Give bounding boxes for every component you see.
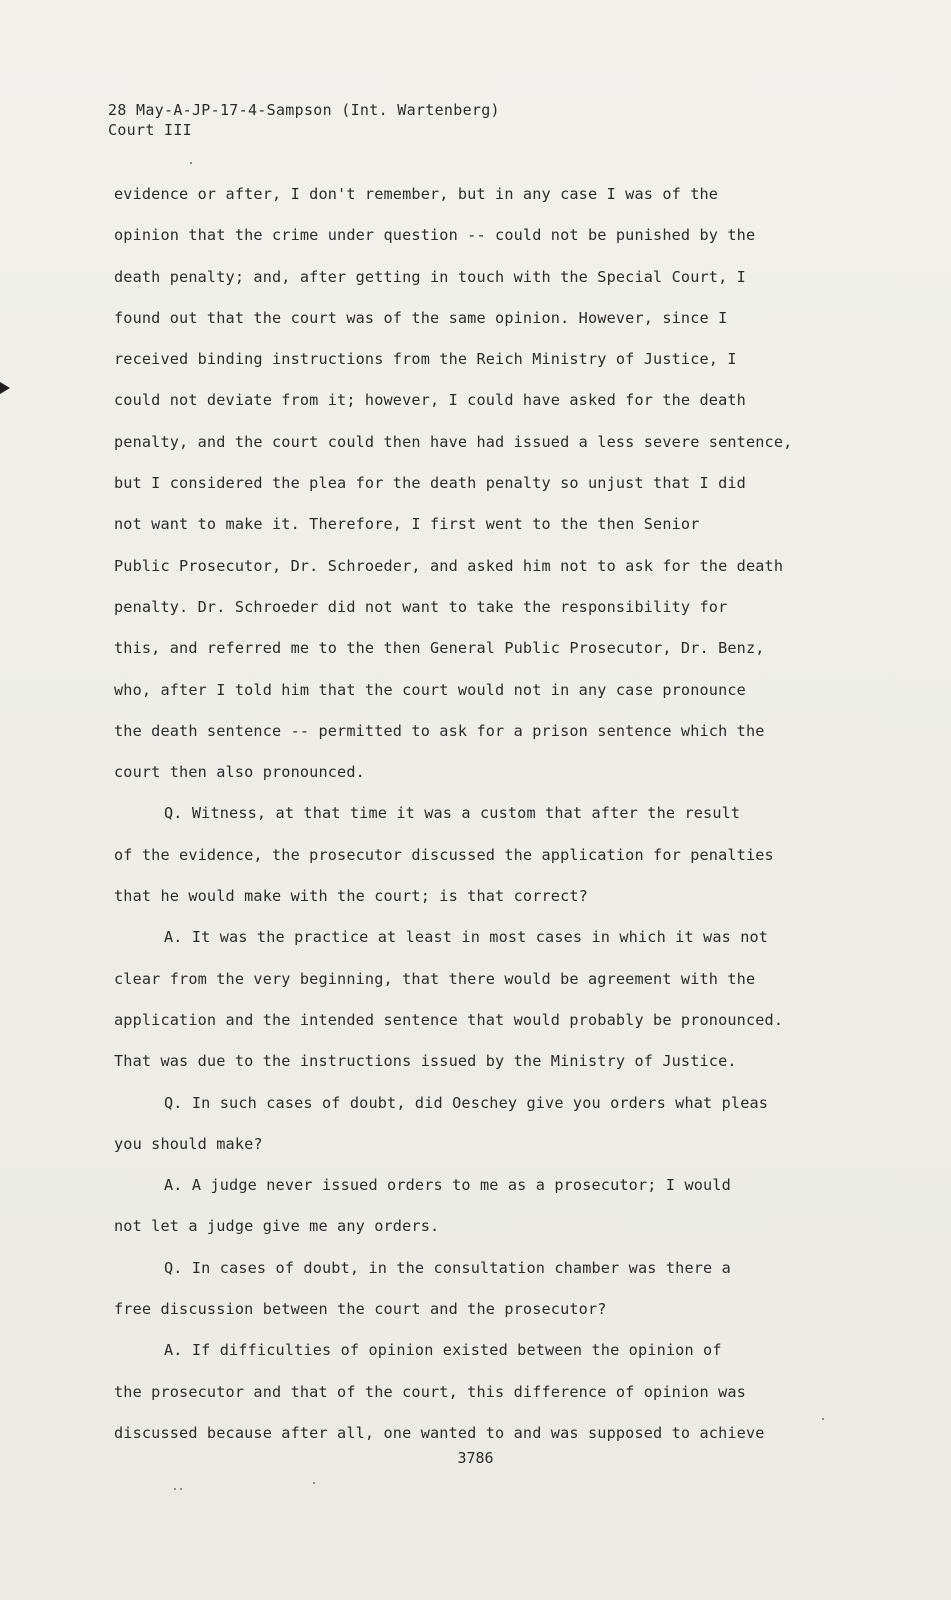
- speck-mark: [180, 1488, 182, 1490]
- speck-mark: [313, 1482, 315, 1484]
- text-line: of the evidence, the prosecutor discussed the application for penalties: [114, 845, 774, 864]
- header-court-line: Court III: [108, 121, 192, 139]
- text-line: the death sentence -- permitted to ask for a prison sentence which the: [114, 721, 765, 740]
- answer-line: A. If difficulties of opinion existed between the opinion of: [164, 1341, 722, 1360]
- answer-line: A. It was the practice at least in most cases in which it was not: [164, 928, 769, 947]
- header-reference-line: 28 May-A-JP-17-4-Sampson (Int. Wartenberg): [108, 101, 500, 119]
- text-line: evidence or after, I don't remember, but in any case I was of the: [114, 185, 719, 203]
- text-line: could not deviate from it; however, I could have asked for the death: [114, 391, 746, 410]
- text-line: discussed because after all, one wanted to and was supposed to achieve: [114, 1423, 765, 1442]
- text-line: court then also pronounced.: [114, 763, 365, 782]
- text-line: this, and referred me to the then General Public Prosecutor, Dr. Benz,: [114, 639, 765, 658]
- text-line: you should make?: [114, 1134, 263, 1153]
- question-line: Q. Witness, at that time it was a custom that after the result: [164, 804, 741, 823]
- question-line: Q. In cases of doubt, in the consultation chamber was there a: [164, 1258, 731, 1277]
- text-line: the prosecutor and that of the court, this difference of opinion was: [114, 1382, 746, 1401]
- text-line: death penalty; and, after getting in touch with the Special Court, I: [114, 267, 746, 286]
- text-line: not want to make it. Therefore, I first went to the then Senior: [114, 515, 700, 534]
- text-line: Public Prosecutor, Dr. Schroeder, and asked him not to ask for the death: [114, 556, 784, 575]
- text-line: found out that the court was of the same opinion. However, since I: [114, 308, 728, 327]
- text-line: penalty, and the court could then have had issued a less severe sentence,: [114, 432, 793, 451]
- speck-mark: [822, 1418, 824, 1420]
- answer-line: A. A judge never issued orders to me as a prosecutor; I would: [164, 1176, 731, 1195]
- text-line: application and the intended sentence that would probably be pronounced.: [114, 1010, 784, 1029]
- page-number: 3786: [457, 1449, 494, 1467]
- transcript-body: [114, 174, 874, 1454]
- question-line: Q. In such cases of doubt, did Oeschey give you orders what pleas: [164, 1093, 769, 1112]
- text-line: that he would make with the court; is that correct?: [114, 887, 588, 906]
- text-line: clear from the very beginning, that there would be agreement with the: [114, 969, 756, 988]
- text-line: penalty. Dr. Schroeder did not want to take the responsibility for: [114, 597, 728, 616]
- text-line: That was due to the instructions issued by the Ministry of Justice.: [114, 1052, 737, 1071]
- speck-mark: [190, 162, 192, 164]
- document-header: [108, 100, 500, 140]
- text-line: but I considered the plea for the death penalty so unjust that I did: [114, 474, 746, 493]
- text-line: not let a judge give me any orders.: [114, 1217, 440, 1236]
- text-line: who, after I told him that the court would not in any case pronounce: [114, 680, 746, 699]
- speck-mark: [174, 1488, 176, 1490]
- text-line: opinion that the crime under question -- could not be punished by the: [114, 226, 756, 245]
- text-line: received binding instructions from the Reich Ministry of Justice, I: [114, 350, 737, 369]
- margin-arrow-mark: [0, 382, 10, 394]
- text-line: free discussion between the court and the prosecutor?: [114, 1300, 607, 1319]
